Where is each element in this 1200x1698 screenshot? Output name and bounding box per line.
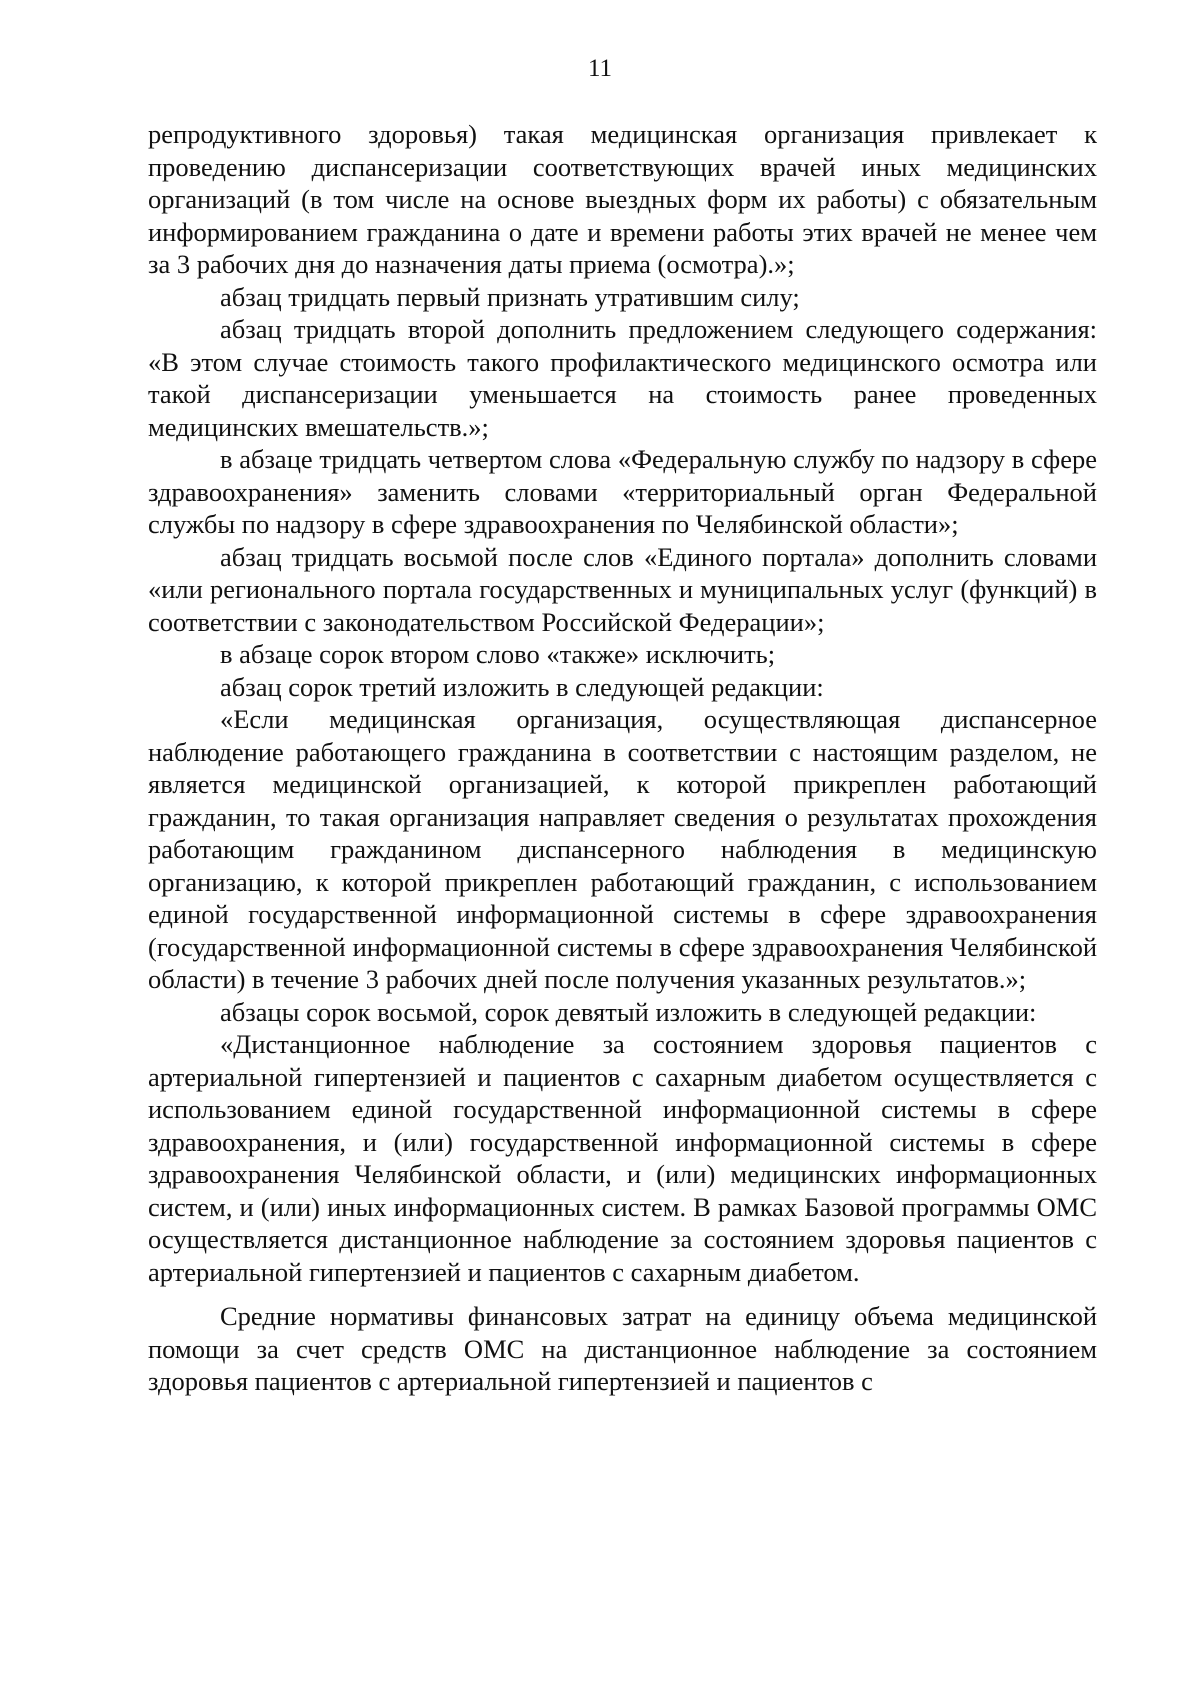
paragraph: абзац сорок третий изложить в следующей редакции: [220, 671, 824, 702]
paragraph: «Если медицинская организация, осуществляющая диспансерное наблюдение работающего гражданина в соответствии с настоящим разделом, не является медицинской организацией, к которой прикреплен работающий гражданин, то такая организация направляет сведения о результатах прохождения работающим гражданином диспансерного наблюдения в медицинскую организацию, к которой прикреплен работающий гражданин, с использованием единой государственной информационной системы в сфере здравоохранения (государственной информационной системы в сфере здравоохранения Челябинской области) в течение 3 рабочих дней после получения указанных результатов.»; [148, 704, 1097, 994]
paragraph: абзац тридцать первый признать утратившим силу; [220, 281, 800, 312]
paragraph: абзац тридцать восьмой после слов «Единого портала» дополнить словами «или регионального портала государственных и муниципальных услуг (функций) в соответствии с законодательством Российской Федерации»; [148, 541, 1097, 637]
paragraph-continuation: репродуктивного здоровья) такая медицинская организация привлекает к проведению диспансеризации соответствующих врачей иных медицинских организаций (в том числе на основе выездных форм их работы) с обязательным информированием гражданина о дате и времени работы этих врачей не менее чем за 3 рабочих дня до назначения даты приема (осмотра).»; [148, 119, 1097, 279]
paragraph: «Дистанционное наблюдение за состоянием здоровья пациентов с артериальной гипертензией и пациентов с сахарным диабетом осуществляется с использованием единой государственной информационной системы в сфере здравоохранения, и (или) государственной информационной системы в сфере здравоохранения Челябинской области, и (или) медицинских информационных систем, и (или) иных информационных систем. В рамках Базовой программы ОМС осуществляется дистанционное наблюдение за состоянием здоровья пациентов с артериальной гипертензией и пациентов с сахарным диабетом. [148, 1029, 1097, 1287]
paragraph: абзац тридцать второй дополнить предложением следующего содержания: «В этом случае стоимость такого профилактического медицинского осмотра или такой диспансеризации уменьшается на стоимость ранее проведенных медицинских вмешательств.»; [148, 314, 1097, 442]
paragraph: абзацы сорок восьмой, сорок девятый изложить в следующей редакции: [220, 996, 1037, 1027]
paragraph: Средние нормативы финансовых затрат на единицу объема медицинской помощи за счет средств ОМС на дистанционное наблюдение за состоянием здоровья пациентов с артериальной гипертензией и пациентов с [148, 1301, 1097, 1396]
page-number: 11 [587, 55, 613, 82]
paragraph: в абзаце тридцать четвертом слова «Федеральную службу по надзору в сфере здравоохранения» заменить словами «территориальный орган Федеральной службы по надзору в сфере здравоохранения по Челябинской области»; [148, 444, 1097, 539]
paragraph: в абзаце сорок втором слово «также» исключить; [220, 639, 776, 669]
document-body [148, 118, 1097, 1398]
